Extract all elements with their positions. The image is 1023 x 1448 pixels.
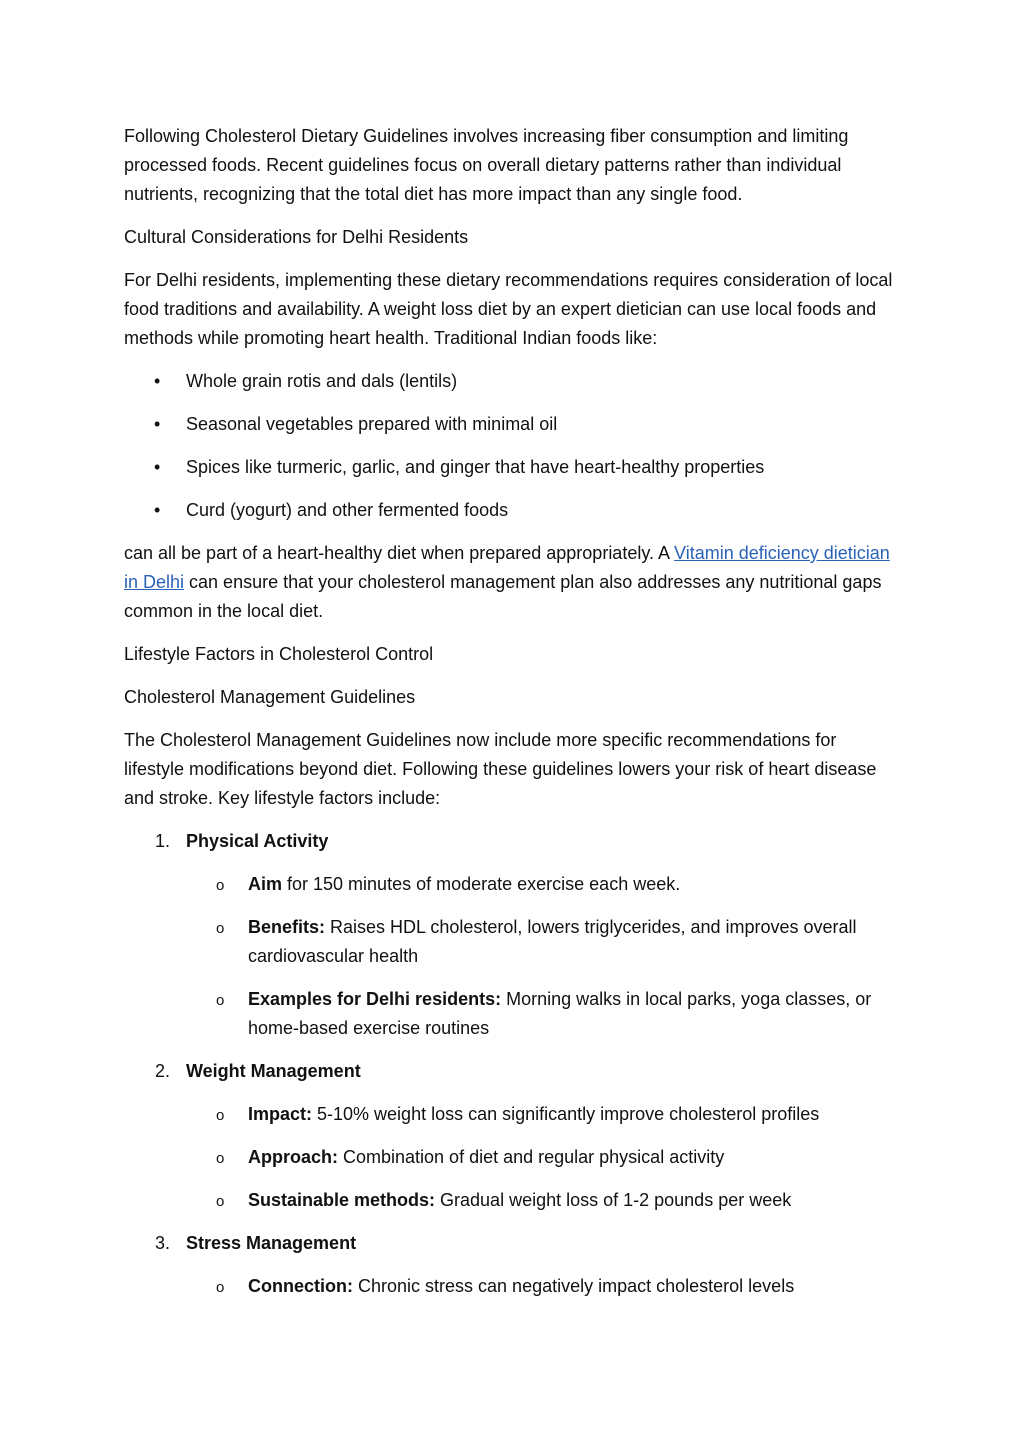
list-number: 3. [155,1233,171,1253]
delhi-paragraph: For Delhi residents, implementing these dietary recommendations requires consideration of local food traditions and availability. A weight loss diet by an expert dietician can use local foods and methods while promoting heart health. Traditional Indian foods like: [124,270,893,348]
list-item-text: Curd (yogurt) and other fermented foods [186,500,509,520]
circle-bullet-icon: o [216,1107,225,1124]
bullet-icon: • [154,414,161,434]
circle-bullet-icon: o [216,1150,225,1167]
factor-stress-management [124,1229,894,1301]
factor-physical-activity [124,827,894,1043]
detail-text: Gradual weight loss of 1-2 pounds per week [435,1190,792,1210]
detail-item [186,1100,894,1129]
detail-text: 5-10% weight loss can significantly improve cholesterol profiles [312,1104,820,1124]
detail-item [186,1143,894,1172]
list-item-text: Whole grain rotis and dals (lentils) [186,371,458,391]
detail-label: Examples for Delhi residents: [248,989,502,1009]
factor-title: Stress Management [186,1233,357,1253]
detail-label: Impact: [248,1104,313,1124]
list-number: 2. [155,1061,171,1081]
dietician-paragraph [124,539,894,626]
list-number: 1. [155,831,171,851]
bullet-icon: • [154,500,161,520]
list-item [124,496,894,525]
lifestyle-factors-list [124,827,894,1301]
vitamin-deficiency-dietician-link[interactable]: Vitamin deficiency dietician in Delhi [124,543,890,592]
bullet-icon: • [154,457,161,477]
document-body [124,122,894,1315]
circle-bullet-icon: o [216,992,225,1009]
circle-bullet-icon: o [216,877,225,894]
factor-weight-management [124,1057,894,1215]
factor-details [186,1100,894,1215]
intro-paragraph: Following Cholesterol Dietary Guidelines involves increasing fiber consumption and limiting processed foods. Recent guidelines focus on overall dietary patterns rather than individual nutrients, recognizing that the total diet has more impact than any single food. [124,126,849,204]
list-item-text: Spices like turmeric, garlic, and ginger that have heart-healthy properties [186,457,765,477]
factor-title: Physical Activity [186,831,329,851]
detail-item [186,870,894,899]
heading-cultural-considerations: Cultural Considerations for Delhi Residents [124,227,469,247]
detail-label: Connection: [248,1276,353,1296]
traditional-foods-list [124,367,894,525]
circle-bullet-icon: o [216,1193,225,1210]
list-item [124,367,894,396]
heading-lifestyle-factors: Lifestyle Factors in Cholesterol Control [124,644,434,664]
paragraph-text: can ensure that your cholesterol management plan also addresses any nutritional gaps common in the local diet. [124,572,882,621]
detail-item [186,985,894,1043]
detail-text: Raises HDL cholesterol, lowers triglycerides, and improves overall cardiovascular health [248,917,857,966]
bullet-icon: • [154,371,161,391]
factor-title: Weight Management [186,1061,361,1081]
detail-text: Combination of diet and regular physical activity [338,1147,725,1167]
list-item-text: Seasonal vegetables prepared with minimal oil [186,414,558,434]
detail-text: for 150 minutes of moderate exercise each week. [282,874,681,894]
detail-label: Aim [248,874,283,894]
list-item [124,453,894,482]
detail-text: Morning walks in local parks, yoga classes, or home-based exercise routines [248,989,872,1038]
heading-management-guidelines: Cholesterol Management Guidelines [124,687,416,707]
detail-item [186,1272,894,1301]
list-item [124,410,894,439]
detail-item [186,913,894,971]
detail-label: Benefits: [248,917,326,937]
paragraph-text: can all be part of a heart-healthy diet when prepared appropriately. A [124,543,675,563]
detail-item [186,1186,894,1215]
circle-bullet-icon: o [216,920,225,937]
guidelines-paragraph: The Cholesterol Management Guidelines now include more specific recommendations for lifestyle modifications beyond diet. Following these guidelines lowers your risk of heart disease and stroke. Key lifestyle factors include: [124,730,877,808]
factor-details [186,870,894,1043]
detail-label: Approach: [248,1147,338,1167]
detail-label: Sustainable methods: [248,1190,436,1210]
factor-details [186,1272,894,1301]
circle-bullet-icon: o [216,1279,225,1296]
detail-text: Chronic stress can negatively impact cholesterol levels [353,1276,795,1296]
